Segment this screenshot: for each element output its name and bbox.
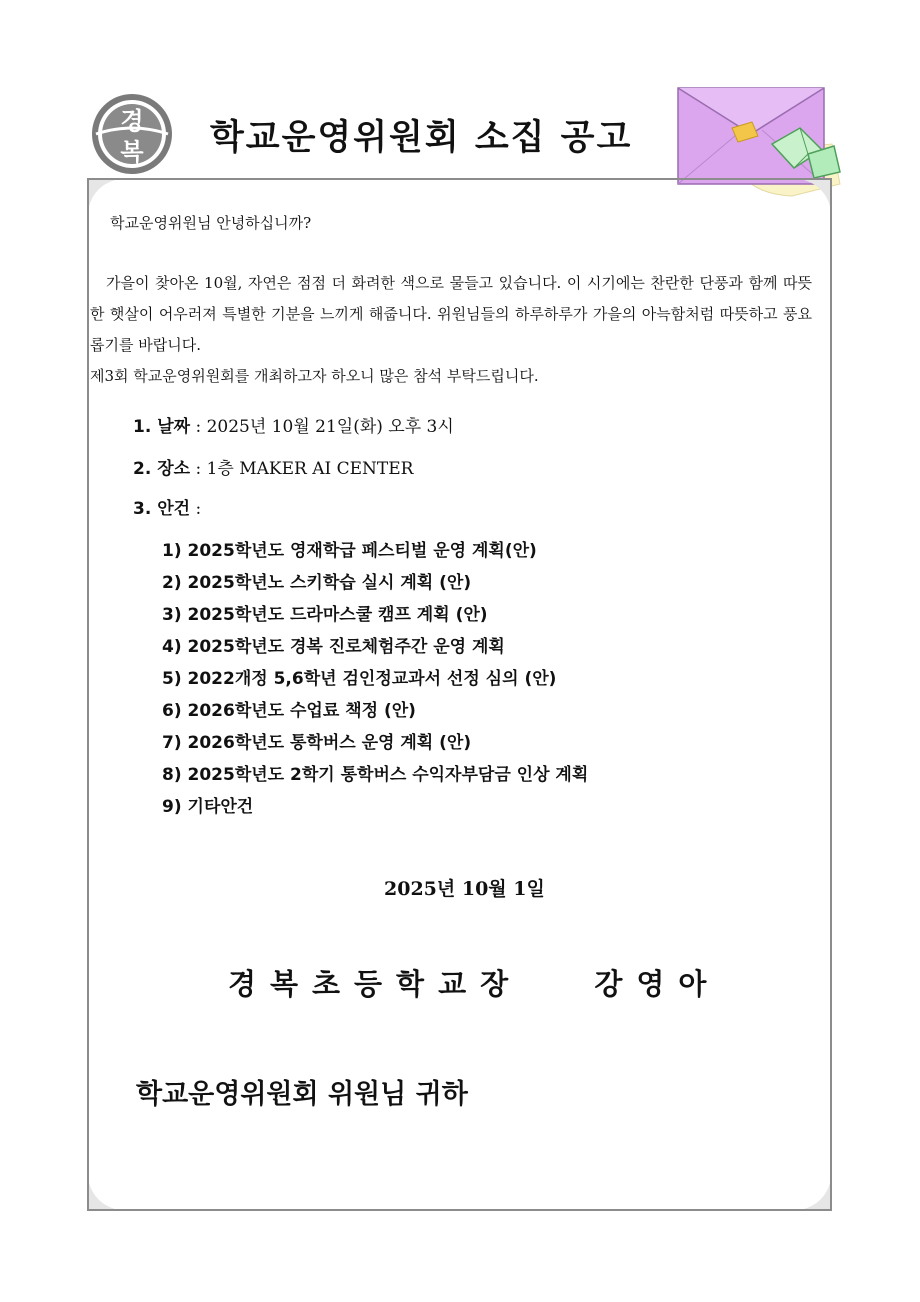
body-paragraph: 가을이 찾아온 10월, 자연은 점점 더 화려한 색으로 물들고 있습니다. 이 시기에는 찬란한 단풍과 함께 따뜻한 햇살이 어우러져 특별한 기분을 느끼게 해줍니다. 위원님들의 하루하루가 가을의 아늑함처럼 따뜻하고 풍요롭기를 바랍니다.: [90, 274, 812, 354]
logo-bottom-char: 복: [120, 138, 144, 166]
info-date-label: 1. 날짜: [133, 417, 191, 437]
agenda-list: [162, 540, 588, 828]
page-curl-top-left: [89, 180, 115, 206]
notice-title: 학교운영위원회 소집 공고: [210, 118, 633, 158]
info-date: [133, 412, 454, 437]
body-text: [90, 268, 812, 392]
info-agenda-value: :: [190, 499, 202, 519]
info-date-value: : 2025년 10월 21일(화) 오후 3시: [190, 417, 454, 437]
page-curl-bottom-left: [89, 1183, 115, 1209]
greeting: 학교운영위원님 안녕하십니까?: [110, 214, 312, 232]
agenda-item: 6) 2026학년도 수업료 책정 (안): [162, 701, 416, 721]
body-paragraph: 제3회 학교운영위원회를 개최하고자 하오니 많은 참석 부탁드립니다.: [90, 367, 539, 385]
info-agenda-label: 3. 안건: [133, 499, 191, 519]
notice-date: 2025년 10월 1일: [384, 878, 545, 900]
principal-signature: 경복초등학교장 강영아: [228, 967, 721, 1001]
agenda-item: 9) 기타안건: [162, 797, 254, 817]
agenda-item: 2) 2025학년노 스키학습 실시 계획 (안): [162, 573, 472, 593]
agenda-item: 5) 2022개정 5,6학년 검인정교과서 선정 심의 (안): [162, 669, 557, 689]
page-curl-top-right: [804, 180, 830, 206]
page-curl-bottom-right: [804, 1183, 830, 1209]
recipient-line: 학교운영위원회 위원님 귀하: [136, 1079, 468, 1110]
agenda-item: 3) 2025학년도 드라마스쿨 캠프 계획 (안): [162, 605, 488, 625]
info-agenda: [133, 494, 201, 519]
info-place: [133, 454, 413, 479]
agenda-item: 7) 2026학년도 통학버스 운영 계획 (안): [162, 733, 472, 753]
school-logo-emblem: [88, 92, 176, 176]
agenda-item: 8) 2025학년도 2학기 통학버스 수익자부담금 인상 계획: [162, 765, 589, 785]
logo-top-char: 경: [120, 107, 144, 135]
info-place-label: 2. 장소: [133, 459, 191, 479]
info-place-value: : 1층 MAKER AI CENTER: [190, 459, 414, 479]
agenda-item: 1) 2025학년도 영재학급 페스티벌 운영 계획(안): [162, 541, 537, 561]
agenda-item: 4) 2025학년도 경복 진로체험주간 운영 계획: [162, 637, 505, 657]
